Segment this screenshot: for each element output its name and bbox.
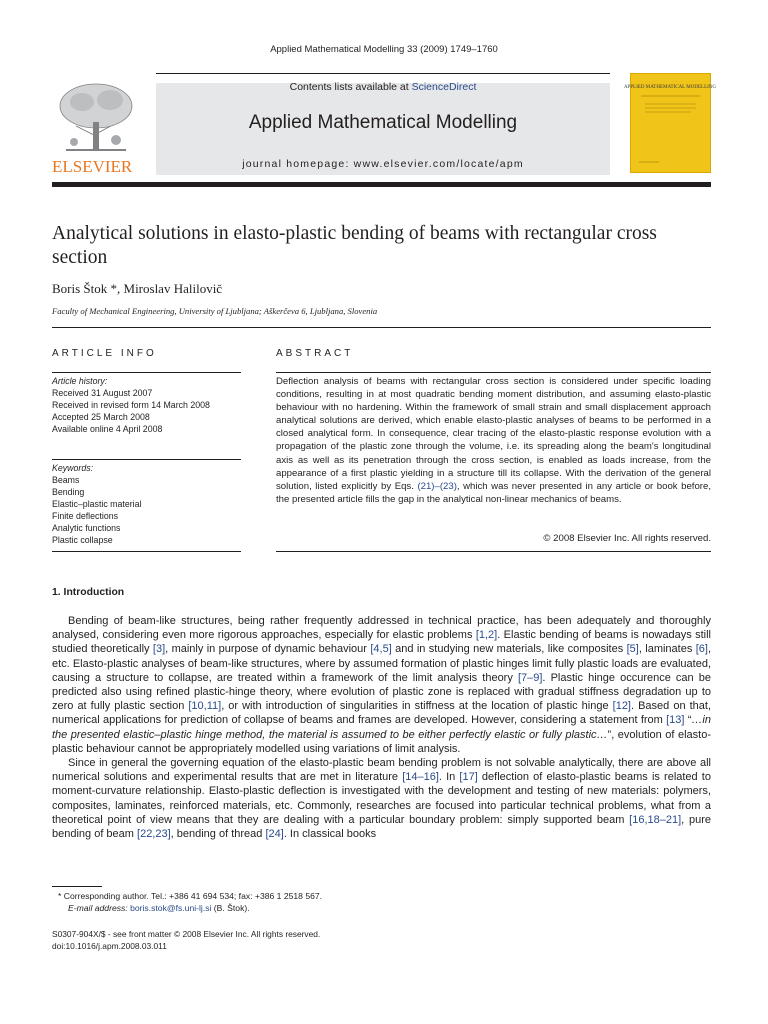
elsevier-wordmark: ELSEVIER: [52, 157, 133, 176]
article-info-rule-bottom: [52, 551, 241, 552]
journal-homepage[interactable]: journal homepage: www.elsevier.com/locate/apm: [242, 158, 524, 170]
keyword-item: Elastic–plastic material: [52, 499, 142, 509]
journal-title: Applied Mathematical Modelling: [248, 112, 518, 133]
quoted-statement: …in the presented elastic–plastic hinge method, the material is assumed to be either perfectly elastic or fully plastic…: [52, 714, 711, 741]
text-run: Bending of beam-like structures, being rather frequently addressed in technical practice, has been adequately and thoroughly analysed, considering even more rigorous approaches, especially for elastic problems: [52, 615, 711, 642]
citation-link[interactable]: [13]: [666, 714, 685, 727]
keywords-list: [52, 462, 241, 546]
cover-image: [623, 74, 717, 172]
abstract-rule-top: [276, 372, 711, 373]
corresponding-author-footnote: * Corresponding author. Tel.: +386 41 694 534; fax: +386 1 2518 567.: [58, 891, 323, 901]
citation-link[interactable]: [6]: [695, 643, 708, 656]
text-run: deflection of elasto-plastic beams is related to moment-curvature relationship. Elasto-plastic deflection is investigated with the development and testing of new materials: polymers, composites, laminates, reinforced materials, etc. Commonly, researches are focused into particular technical problems, what from a theoretical point of view means that they are dealing with a particular boundary problem: simply supported beam: [52, 771, 711, 826]
issn-line: S0307-904X/$ - see front matter © 2008 Elsevier Inc. All rights reserved.: [52, 929, 321, 939]
introduction-paragraph-2: [52, 756, 711, 841]
article-authors: Boris Štok *, Miroslav Halilovič: [52, 281, 223, 296]
citation-link[interactable]: [4,5]: [370, 643, 392, 656]
keywords-label: Keywords:: [52, 463, 94, 473]
masthead-bottom-rule: [52, 182, 711, 187]
contents-line: [156, 81, 610, 93]
article-title: Analytical solutions in elasto-plastic bending of beams with rectangular cross section: [52, 223, 657, 268]
bottom-meta: [52, 928, 320, 952]
citation-link[interactable]: [5]: [626, 643, 639, 656]
article-info-rule-top: [52, 372, 241, 373]
elsevier-tree-icon: [52, 78, 142, 178]
keyword-item: Finite deflections: [52, 511, 119, 521]
citation-link[interactable]: [24]: [265, 828, 284, 841]
citation-link[interactable]: [14–16]: [402, 771, 439, 784]
text-run: Since in general the governing equation of the elasto-plastic beam bending problem is not solvable analytically, there are above all numerical solutions and experimental results that are met in literature: [52, 757, 711, 784]
email-link[interactable]: boris.stok@fs.uni-lj.si: [130, 903, 212, 913]
history-item: Received 31 August 2007: [52, 388, 153, 398]
citation-link[interactable]: [10,11]: [188, 700, 222, 713]
text-run: , or with introduction of singularities in stiffness at the location of plastic hinge: [221, 700, 613, 713]
text-run: , pure bending of beam: [52, 813, 711, 841]
elsevier-logo: [52, 78, 142, 178]
equation-link[interactable]: (21)–(23): [417, 480, 457, 492]
history-label: Article history:: [52, 376, 108, 386]
masthead-top-rule: [156, 73, 610, 74]
sciencedirect-link[interactable]: ScienceDirect: [411, 81, 477, 93]
citation-link[interactable]: [16,18–21]: [629, 813, 682, 826]
introduction-body: [52, 614, 711, 841]
keyword-item: Bending: [52, 487, 85, 497]
article-info-heading: ARTICLE INFO: [52, 348, 157, 359]
text-run: ”, evolution of elasto-plastic behaviour cannot be appropriately modelled using variations of limit analysis.: [52, 728, 711, 755]
history-item: Available online 4 April 2008: [52, 424, 163, 434]
email-label: E-mail address:: [68, 903, 128, 913]
article-history: [52, 375, 241, 435]
citation-link[interactable]: [3]: [152, 643, 166, 656]
abstract-text: [276, 375, 711, 506]
cover-title: APPLIED MATHEMATICAL MODELLING: [623, 85, 717, 90]
text-run: and in studying new materials, like composites: [391, 643, 627, 656]
email-suffix: (B. Štok).: [211, 903, 250, 913]
footnote-rule: [52, 886, 102, 887]
text-run: , mainly in purpose of dynamic behaviour: [165, 643, 371, 656]
abstract-copyright: © 2008 Elsevier Inc. All rights reserved.: [543, 533, 711, 544]
title-divider: [52, 327, 711, 328]
text-run: . Plastic hinge occurence can be predicted also using refined plastic-hinge theory, where evolution of plastic zone is replaced with gradual stiffness degradation up to zero at fully plastic section: [52, 671, 712, 713]
citation-link[interactable]: [12]: [612, 700, 631, 713]
citation-link[interactable]: [7–9]: [517, 671, 543, 684]
article-info-rule-middle: [52, 459, 241, 460]
text-run: “: [684, 714, 692, 727]
history-item: Received in revised form 14 March 2008: [52, 400, 210, 410]
keyword-item: Beams: [52, 475, 80, 485]
email-footnote: [68, 903, 250, 913]
text-run: . Elastic bending of beams is nowadays still studied theoretically: [52, 629, 711, 656]
introduction-heading: 1. Introduction: [52, 587, 125, 598]
keyword-item: Analytic functions: [52, 523, 121, 533]
text-run: . In classical books: [283, 828, 377, 841]
author-affiliation: Faculty of Mechanical Engineering, University of Ljubljana; Aškerčeva 6, Ljubljana, Slovenia: [52, 306, 378, 316]
text-run: , laminates: [638, 643, 696, 656]
abstract-part-2: , which was never presented in any article or book before, the presented article fills the gap in the analytical non-linear mechanics of beams.: [276, 480, 711, 505]
doi-line[interactable]: doi:10.1016/j.apm.2008.03.011: [52, 941, 167, 951]
introduction-paragraph-1: [52, 614, 711, 756]
text-run: , etc. Elasto-plastic analyses of beam-like structures, where by assumed formation of plastic hinges limit fully plastic loads are evaluated, causing a structure to collapse, are treated within a framework of the limit analysis theory: [52, 643, 711, 684]
text-run: , bending of thread: [170, 828, 266, 841]
contents-prefix: Contents lists available at: [289, 81, 412, 93]
abstract-heading: ABSTRACT: [276, 348, 354, 359]
keyword-item: Plastic collapse: [52, 535, 113, 545]
abstract-rule-bottom: [276, 551, 711, 552]
citation-link[interactable]: [22,23]: [137, 828, 171, 841]
citation-link[interactable]: [17]: [459, 771, 478, 784]
text-run: . In: [438, 771, 460, 784]
text-run: . Based on that, numerical applications for prediction of collapse of beams and frames are developed. However, considering a statement from: [52, 700, 712, 727]
abstract-part-1: Deflection analysis of beams with rectangular cross section is considered under specific loading conditions, resulting in at most quadratic bending moment distribution, and assuming elasto-plastic behaviour with no hardening. Within the framework of small strain and small displacement approach analytical solutions are derived, which enable elasto-plastic analyses of beams to be performed in a closed analytical form. In consequence, clear tracing of the elasto-plastic response evolution with a propagation of the plastic zone through the volume, i.e. its spreading along the beam's longitudinal axis as well as its penetration through the cross section, is enabled as loads increase, from the appearance of a first plastic yielding in a structure till its collapse. With the derivation of the general solution, listed explicitly by Eqs.: [276, 376, 711, 492]
journal-cover-thumbnail: [623, 73, 717, 173]
history-item: Accepted 25 March 2008: [52, 412, 150, 422]
journal-reference: Applied Mathematical Modelling 33 (2009) 1749–1760: [270, 44, 498, 55]
citation-link[interactable]: [1,2]: [475, 629, 498, 642]
